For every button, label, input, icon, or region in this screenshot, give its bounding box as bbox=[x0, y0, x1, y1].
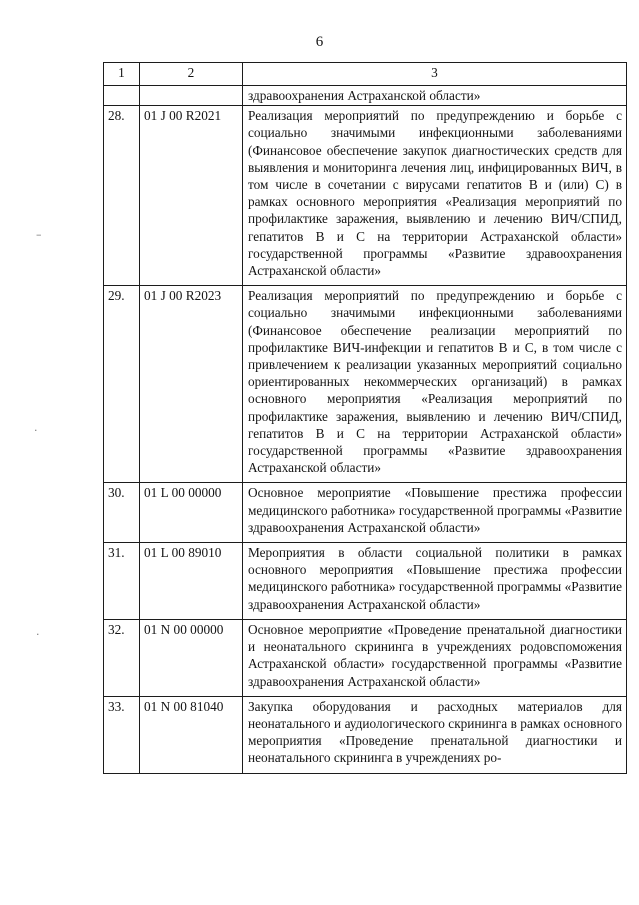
row-description: Мероприятия в области социальной политики в рамках основного мероприятия «Повышение престижа профессии медицинского работника» государственной программы «Развитие здравоохранения Астраханской области» bbox=[243, 543, 627, 620]
row-code: 01 L 00 00000 bbox=[140, 483, 243, 543]
table-row bbox=[104, 106, 627, 286]
header-col-3: 3 bbox=[243, 63, 627, 86]
header-col-2: 2 bbox=[140, 63, 243, 86]
row-description: здравоохранения Астраханской области» bbox=[243, 86, 627, 106]
row-description: Реализация мероприятий по предупреждению и борьбе с социально значимыми инфекционными заболеваниями (Финансовое обеспечение закупок диагностических средств для выявления и мониторинга лечения лиц, инфицированных ВИЧ, в том числе в сочетании с вирусами гепатитов В и (или) С) в рамках основного мероприятия «Реализация мероприятий по профилактике заражения, выявлению и лечению ВИЧ/СПИД, гепатитов В и С на территории Астраханской области» государственной программы «Развитие здравоохранения Астраханской области» bbox=[243, 106, 627, 286]
scan-artifact-mark: · bbox=[34, 424, 38, 437]
row-description: Закупка оборудования и расходных материалов для неонатального и аудиологического скрининга в рамках основного мероприятия «Проведение пренатальной диагностики и неонатального скрининга в учреждениях ро- bbox=[243, 696, 627, 773]
row-number: 30. bbox=[104, 483, 140, 543]
row-code: 01 L 00 89010 bbox=[140, 543, 243, 620]
row-number: 29. bbox=[104, 286, 140, 483]
row-number: 33. bbox=[104, 696, 140, 773]
table-row bbox=[104, 543, 627, 620]
row-number: 28. bbox=[104, 106, 140, 286]
budget-classification-table bbox=[103, 62, 627, 774]
table-header-row bbox=[104, 63, 627, 86]
row-number: 32. bbox=[104, 619, 140, 696]
table-row bbox=[104, 286, 627, 483]
row-code: 01 J 00 R2021 bbox=[140, 106, 243, 286]
row-description: Основное мероприятие «Проведение пренатальной диагностики и неонатального скрининга в учреждениях родовспоможения Астраханской области» государственной программы «Развитие здравоохранения Астраханской области» bbox=[243, 619, 627, 696]
row-code: 01 J 00 R2023 bbox=[140, 286, 243, 483]
scan-artifact-mark: · bbox=[36, 628, 40, 641]
table-row bbox=[104, 619, 627, 696]
row-description: Реализация мероприятий по предупреждению и борьбе с социально значимыми инфекционными заболеваниями (Финансовое обеспечение реализации мероприятий по профилактике ВИЧ-инфекции и гепатитов В и С, в том числе с привлечением к реализации указанных мероприятий социально ориентированных некоммерческих организаций) в рамках основного мероприятия «Реализация мероприятий по профилактике заражения, выявлению и лечению ВИЧ/СПИД, гепатитов В и С на территории Астраханской области» государственной программы «Развитие здравоохранения Астраханской области» bbox=[243, 286, 627, 483]
header-col-1: 1 bbox=[104, 63, 140, 86]
table-row bbox=[104, 696, 627, 773]
row-description: Основное мероприятие «Повышение престижа профессии медицинского работника» государственной программы «Развитие здравоохранения Астраханской области» bbox=[243, 483, 627, 543]
row-code bbox=[140, 86, 243, 106]
scan-artifact-mark: – bbox=[36, 228, 42, 241]
row-number bbox=[104, 86, 140, 106]
page-number: 6 bbox=[315, 34, 324, 50]
row-number: 31. bbox=[104, 543, 140, 620]
row-code: 01 N 00 00000 bbox=[140, 619, 243, 696]
table-row-continuation bbox=[104, 86, 627, 106]
row-code: 01 N 00 81040 bbox=[140, 696, 243, 773]
table-row bbox=[104, 483, 627, 543]
